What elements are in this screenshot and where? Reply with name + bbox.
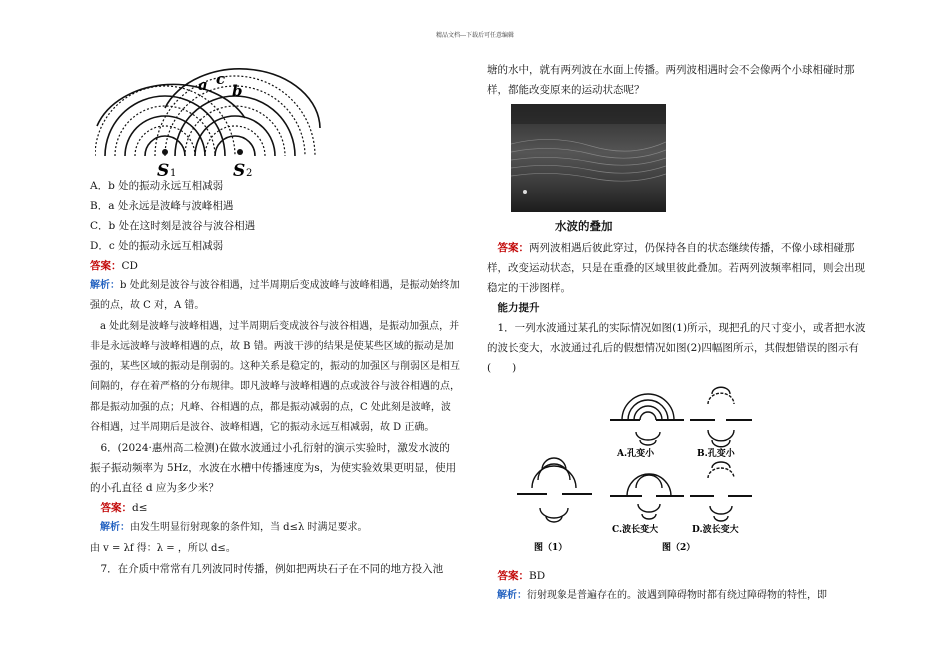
answer-line [90,256,460,276]
q6-answer-label: 答案： [100,502,132,515]
analysis-2: a 处此刻是波峰与波峰相遇，过半周期后变成波谷与波谷相遇，是振动加强点，并非是永远波峰与波峰相遇的点，故 B 错。两波干涉的结果是使某些区域的振动是加强的，某些区域的振动是削弱的。这种关系是稳定的，振动的加强区与削弱区是相互间隔的，存在着严格的分布规律。即凡波峰与波峰相遇的点或波谷与波谷相遇的点，都是振动加强的点；凡峰、谷相遇的点，都是振动减弱的点，C 处此刻是波峰，波谷相遇，过半周期后是波谷、波峰相遇，它的振动永远互相减弱，故 D 正确。 [90,320,460,434]
question-6: 6．(2024·惠州高二检测)在做水波通过小孔衍射的演示实验时，激发水波的振子振动频率为 5Hz，水波在水槽中传播速度为s，为使实验效果更明显，使用的小孔直径 d 应为多少米？ [90,442,457,495]
q1-analysis [487,586,867,606]
question-1: 1．一列水波通过某孔的实际情况如图(1)所示，现把孔的尺寸变小，或者把水波的波长变大，水波通过孔后的假想情况如图(2)四幅图所示，其假想错误的图示有( ) [487,322,866,374]
q7-answer-text: 两列波相遇后彼此穿过，仍保持各自的状态继续传播，不像小球相碰那样，改变运动状态，只是在重叠的区域里彼此叠加。若两列波频率相同，则会出现稳定的干涉图样。 [487,242,865,294]
photo-caption: 水波的叠加 [555,219,613,233]
fig-b-label: B.孔变小 [697,449,735,459]
right-column-lower [487,238,867,378]
interference-figure [95,68,330,180]
fig-a-label: A.孔变小 [617,449,655,459]
q6-analysis-2: 由 v = λf 得：λ = ，所以 d≤。 [90,542,236,554]
q6-answer-text: d≤ [132,502,148,515]
q1-answer-label: 答案： [497,570,529,582]
right-column [487,60,867,100]
label-s2-sub: 2 [246,168,253,179]
fig-d-label: D.波长变大 [692,525,739,535]
diffraction-figures [512,384,774,556]
q6-analysis-text: 由发生明显衍射现象的条件知，当 d≤λ 时满足要求。 [130,522,368,534]
option-c: C．b 处在这时刻是波谷与波谷相遇 [90,220,256,232]
right-column-bottom [487,566,867,606]
water-wave-photo [511,104,666,212]
q7-answer [487,238,867,298]
q1-analysis-text: 衍射现象是普遍存在的。波遇到障碍物时都有绕过障碍物的特性，即 [527,590,827,601]
label-s2: S [233,161,246,180]
analysis-1 [90,276,460,317]
fig-1-label: 图（1） [534,543,568,553]
option-d: D．c 处的振动永远互相减弱 [90,240,224,252]
label-s1-sub: 1 [170,168,177,179]
label-b: b [232,82,243,100]
q6-analysis-1 [90,518,460,538]
q1-analysis-label: 解析： [497,590,527,601]
option-b: B．a 处永远是波峰与波峰相遇 [90,200,234,212]
fig-c-label: C.波长变大 [612,525,659,535]
answer-label: 答案： [90,260,122,272]
analysis-text-1: b 处此刻是波谷与波谷相遇，过半周期后变成波峰与波峰相遇，是振动始终加强的点，故 C 对，A 错。 [90,280,460,312]
q1-answer-text: BD [529,570,546,582]
q7-answer-label: 答案： [497,242,529,254]
page-header: 精品文档---下载后可任意编辑 [435,32,515,39]
q6-answer [90,498,460,518]
q6-analysis-label: 解析： [100,522,130,534]
question-7-continued: 塘的水中，就有两列波在水面上传播。两列波相遇时会不会像两个小球相碰时那样，都能改变原来的运动状态呢？ [487,64,855,96]
option-a: A．b 处的振动永远互相减弱 [90,180,224,192]
question-7: 7．在介质中常常有几列波同时传播，例如把两块石子在不同的地方投入池 [100,562,444,575]
left-column [90,176,460,579]
fig-2-label: 图（2） [662,543,696,553]
section-heading: 能力提升 [497,302,540,314]
analysis-label: 解析： [90,280,120,291]
q1-answer [487,566,867,586]
label-s1: S [157,161,170,180]
answer-text: CD [121,260,138,272]
label-c: c [216,70,226,88]
label-a: a [198,76,208,94]
